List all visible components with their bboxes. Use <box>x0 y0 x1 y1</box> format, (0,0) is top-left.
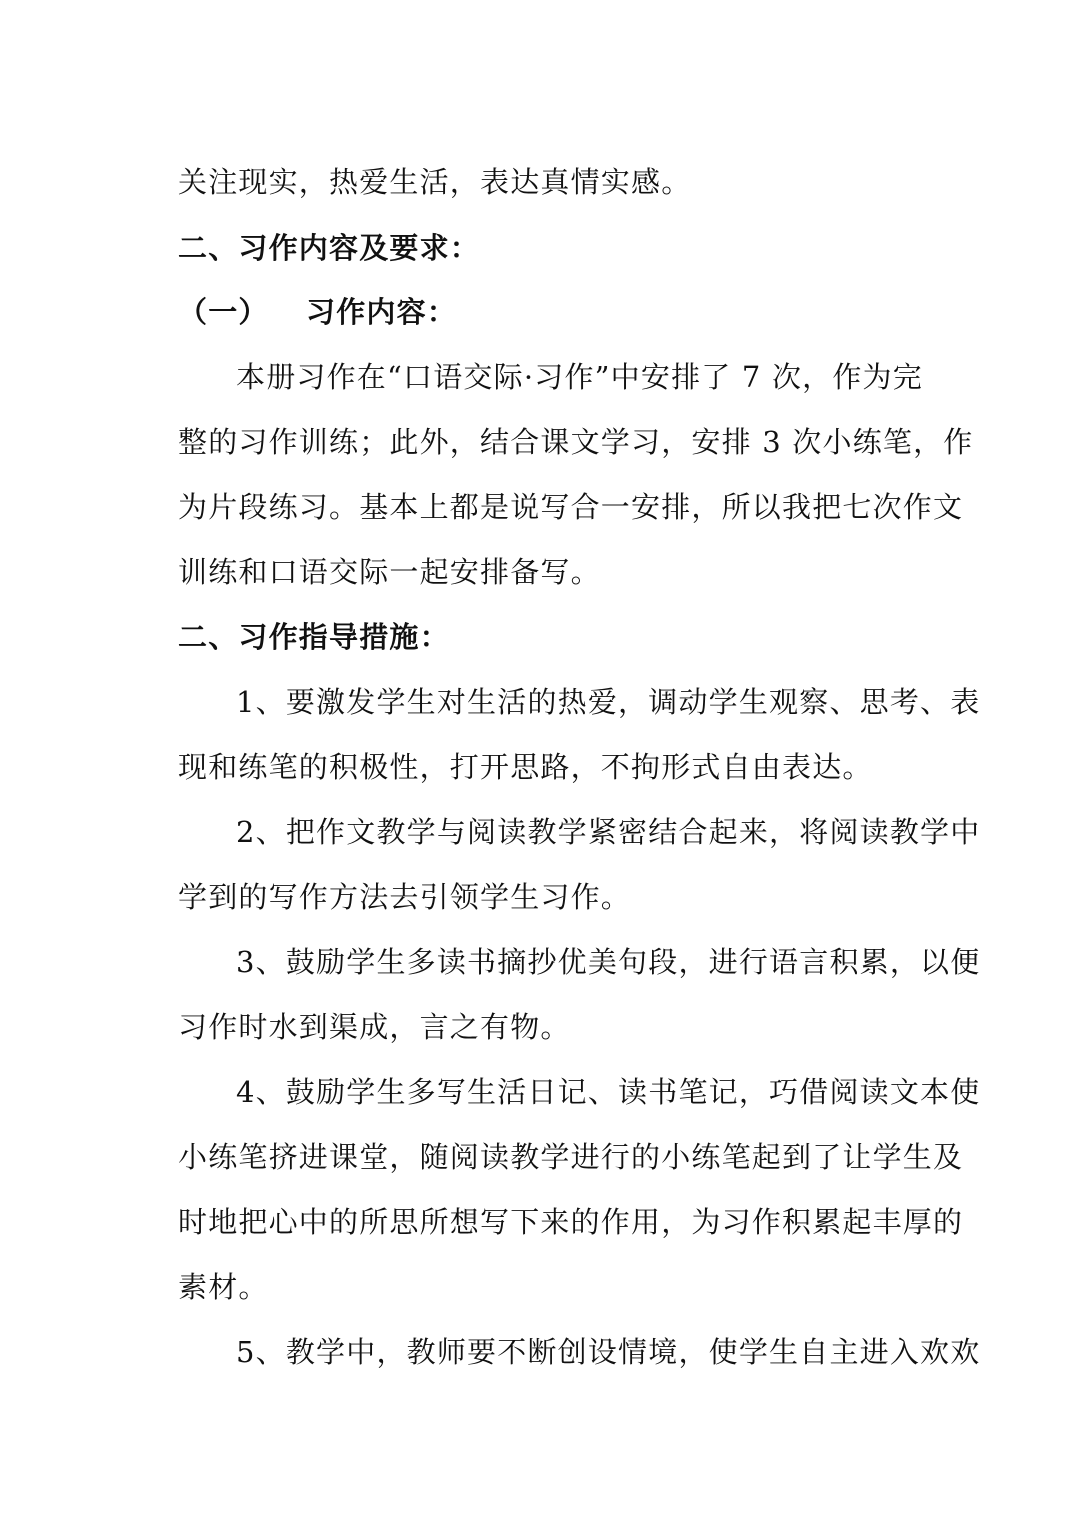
list-item-line: 1、要激发学生对生活的热爱，调动学生观察、思考、表 <box>236 685 981 719</box>
paragraph-line: 训练和口语交际一起安排备写。 <box>178 555 601 589</box>
subsection-number: （一） <box>178 295 269 329</box>
section-heading: 二、习作指导措施： <box>178 620 450 654</box>
paragraph-line: 整的习作训练；此外，结合课文学习，安排 3 次小练笔，作 <box>178 425 974 459</box>
list-item-line: 4、鼓励学生多写生活日记、读书笔记，巧借阅读文本使 <box>236 1075 981 1109</box>
list-item-line: 小练笔挤进课堂，随阅读教学进行的小练笔起到了让学生及 <box>178 1140 964 1174</box>
paragraph-line: 为片段练习。基本上都是说写合一安排，所以我把七次作文 <box>178 490 964 524</box>
list-item-line: 学到的写作方法去引领学生习作。 <box>178 880 632 914</box>
list-item-line: 习作时水到渠成，言之有物。 <box>178 1010 571 1044</box>
list-item-line: 素材。 <box>178 1270 269 1304</box>
section-heading: 二、习作内容及要求： <box>178 231 481 265</box>
list-item-line: 2、把作文教学与阅读教学紧密结合起来，将阅读教学中 <box>236 815 981 849</box>
subsection-heading <box>178 292 948 332</box>
list-item-line: 时地把心中的所思所想写下来的作用，为习作积累起丰厚的 <box>178 1205 964 1239</box>
paragraph-line: 关注现实，热爱生活，表达真情实感。 <box>178 165 692 199</box>
list-item-line: 5、教学中，教师要不断创设情境，使学生自主进入欢欢 <box>236 1335 981 1369</box>
subsection-title: 习作内容： <box>306 295 458 329</box>
list-item-line: 现和练笔的积极性，打开思路，不拘形式自由表达。 <box>178 750 873 784</box>
list-item-line: 3、鼓励学生多读书摘抄优美句段，进行语言积累，以便 <box>236 945 981 979</box>
paragraph-line: 本册习作在“口语交际·习作”中安排了 7 次，作为完 <box>236 360 923 394</box>
